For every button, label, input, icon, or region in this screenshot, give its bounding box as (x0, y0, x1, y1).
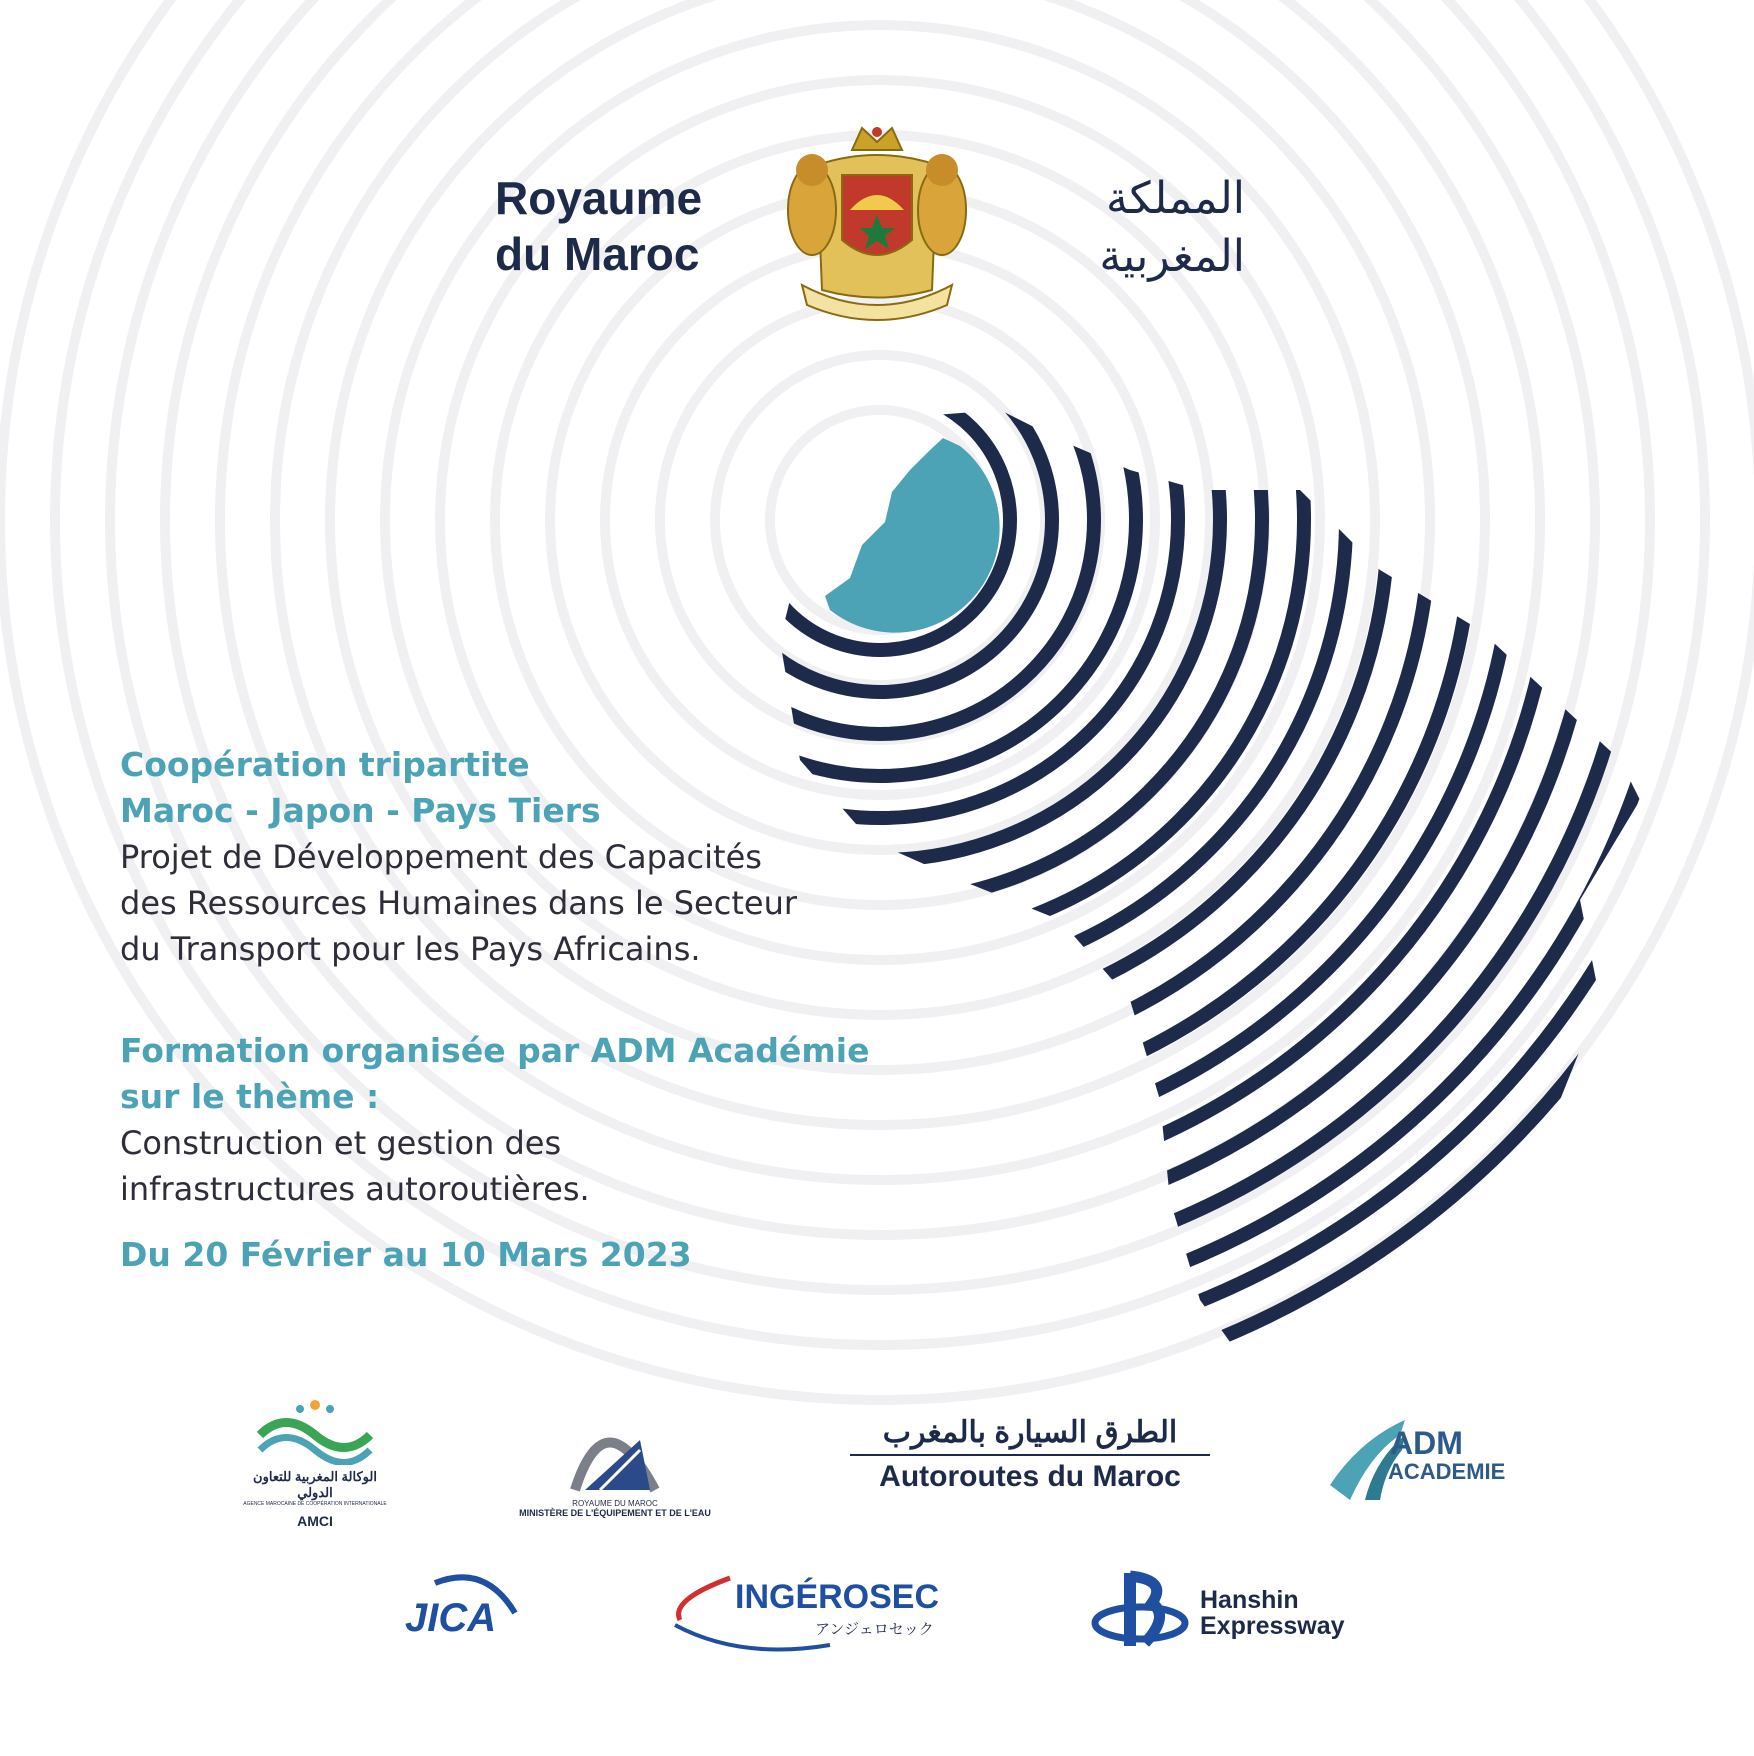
kingdom-name-fr (495, 170, 702, 282)
amci-wave-icon (255, 1395, 375, 1465)
africa-stripe (708, 348, 1052, 692)
training-title-line2: sur le thème : (120, 1077, 380, 1116)
training-theme-line2: infrastructures autoroutières. (120, 1170, 590, 1208)
amci-logo (240, 1395, 390, 1529)
ingerosec-name: INGÉROSEC (735, 1578, 940, 1616)
intro-title-line1: Coopération tripartite (120, 745, 530, 784)
training-dates: Du 20 Février au 10 Mars 2023 (120, 1235, 692, 1274)
jica-name: JICA (405, 1596, 497, 1640)
amci-name-fr: AGENCE MAROCAINE DE COOPÉRATION INTERNATIONALE (243, 1501, 387, 1507)
adm-academie-logo (1330, 1415, 1530, 1505)
hanshin-line2: Expressway (1200, 1612, 1345, 1640)
kingdom-ar-line1: المملكة (1106, 173, 1245, 224)
amci-name-ar: الوكالة المغربية للتعاون الدولي (253, 1469, 377, 1500)
adm-logo (850, 1415, 1210, 1494)
intro-block (120, 742, 1020, 972)
ministry-logo (490, 1395, 740, 1518)
africa-stripe (666, 306, 1094, 734)
ingerosec-name-jp: アンジェロセック (815, 1621, 934, 1638)
coat-of-arms-icon (782, 120, 972, 330)
ministry-arch-icon (565, 1395, 665, 1495)
adm-academie-line1: ADM (1390, 1425, 1463, 1461)
adm-academie-line2: ACADEMIE (1388, 1459, 1506, 1484)
amci-abbr: AMCI (297, 1513, 333, 1529)
kingdom-fr-line1: Royaume (495, 172, 703, 224)
intro-desc-line1: Projet de Développement des Capacités (120, 838, 762, 876)
ministry-line1: ROYAUME DU MAROC (572, 1499, 658, 1508)
hanshin-b-icon (1090, 1568, 1190, 1653)
training-block (120, 1028, 1020, 1212)
ingerosec-logo (660, 1570, 960, 1655)
intro-desc-line2: des Ressources Humaines dans le Secteur (120, 884, 797, 922)
adm-name-fr: Autoroutes du Maroc (879, 1460, 1181, 1493)
jica-logo (405, 1568, 525, 1648)
africa-stripe (624, 264, 1136, 776)
hanshin-line1: Hanshin (1200, 1586, 1299, 1614)
training-title-line1: Formation organisée par ADM Académie (120, 1031, 870, 1070)
training-theme-line1: Construction et gestion des (120, 1124, 562, 1162)
adm-name-ar: الطرق السيارة بالمغرب (882, 1416, 1178, 1449)
hanshin-logo (1090, 1568, 1360, 1653)
intro-title-line2: Maroc - Japon - Pays Tiers (120, 791, 601, 830)
kingdom-ar-line2: المغربية (1099, 231, 1245, 282)
intro-desc-line3: du Transport pour les Pays Africains. (120, 930, 701, 968)
kingdom-fr-line2: du Maroc (495, 228, 700, 280)
adm-divider (850, 1454, 1210, 1456)
ministry-line2: MINISTÈRE DE L'ÉQUIPEMENT ET DE L'EAU (519, 1508, 711, 1518)
kingdom-name-ar (1040, 170, 1245, 286)
